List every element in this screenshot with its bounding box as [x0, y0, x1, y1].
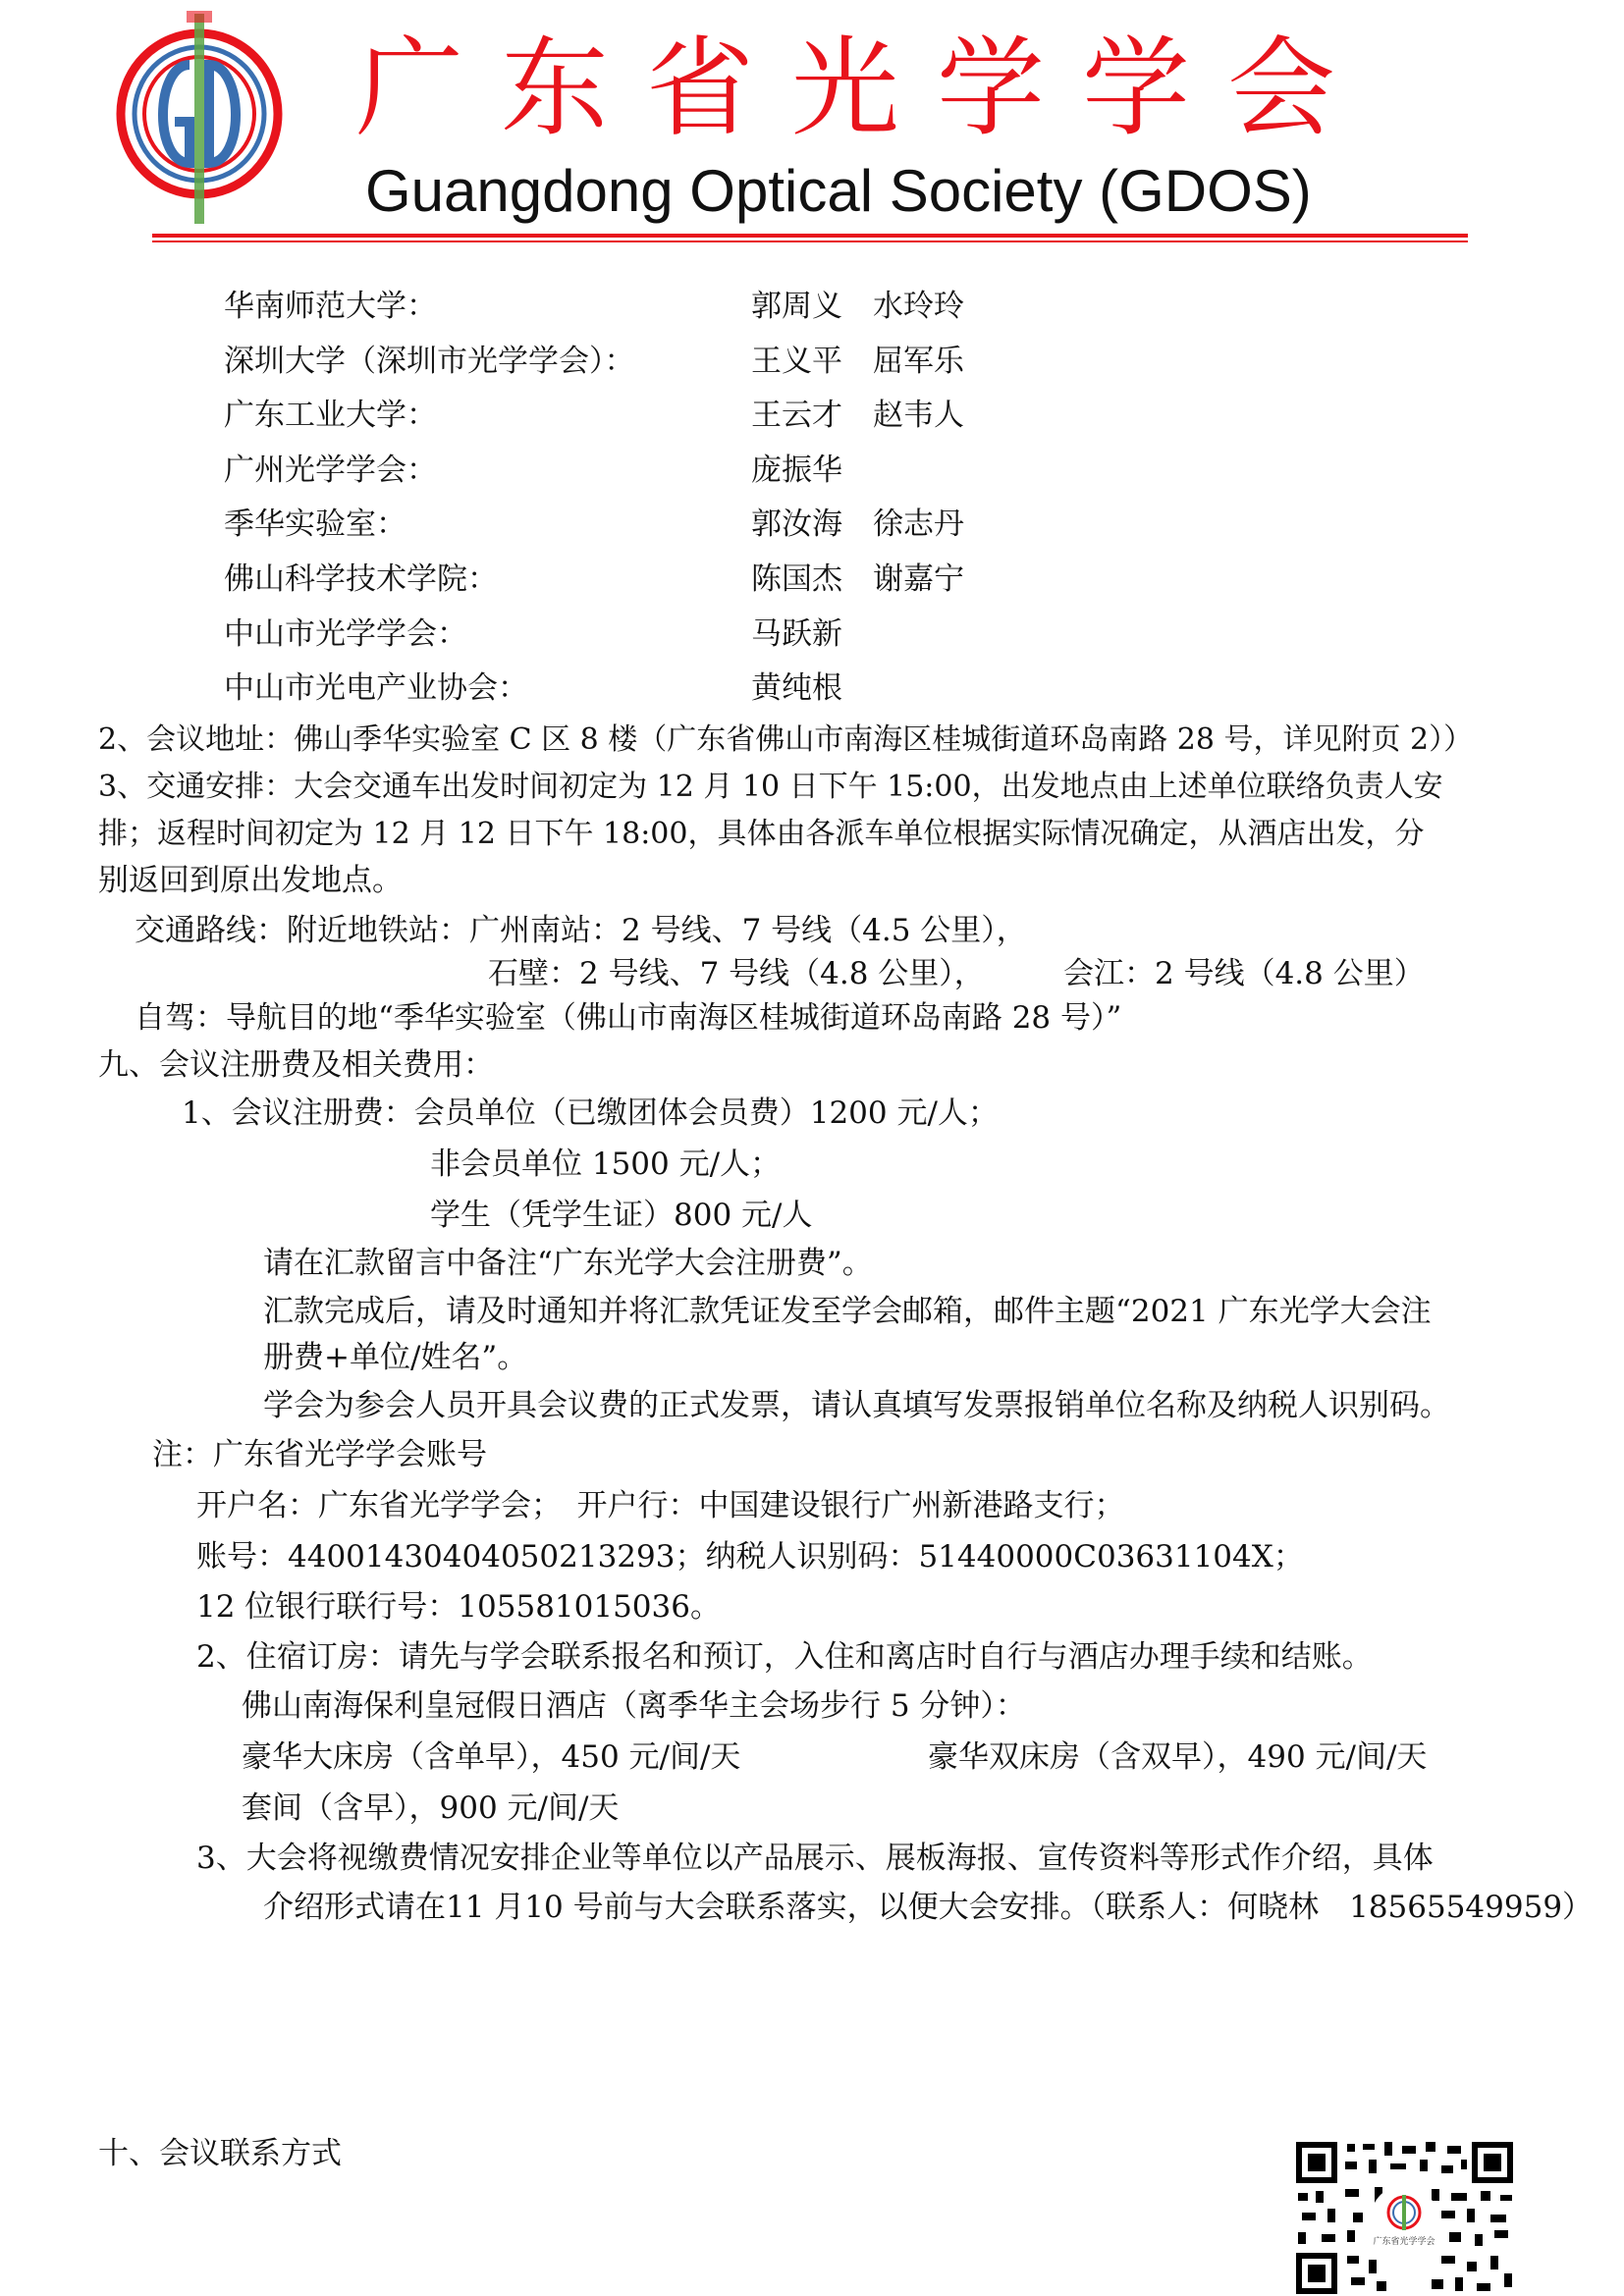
note-line: 请在汇款留言中备注“广东光学大会注册费”。: [263, 1246, 873, 1281]
note-line: 册费+单位/姓名”。: [263, 1340, 528, 1375]
route-stop: 石壁：2 号线、7 号线（4.8 公里），: [488, 956, 985, 991]
note-line: 汇款完成后，请及时通知并将汇款凭证发至学会邮箱，邮件主题“2021 广东光学大会注: [263, 1294, 1432, 1329]
qr-code: [1294, 2140, 1515, 2296]
header-rule-thin: [152, 240, 1468, 242]
qr-caption: 广东省光学学会: [1373, 2237, 1435, 2247]
account-line: 开户名：广东省光学学会； 开户行：中国建设银行广州新港路支行；: [196, 1488, 1125, 1523]
room-rate: 套间（含早），900 元/间/天: [242, 1790, 620, 1826]
fee-line: 1、会议注册费：会员单位（已缴团体会员费）1200 元/人；: [182, 1095, 999, 1131]
hotel-heading: 2、住宿订房：请先与学会联系报名和预订，入住和离店时自行与酒店办理手续和结账。: [196, 1639, 1373, 1675]
contact-people: 王云才 赵韦人: [751, 398, 964, 433]
contact-people: 郭周义 水玲玲: [751, 289, 964, 324]
contact-people: 黄纯根: [751, 670, 842, 706]
contact-org: 深圳大学（深圳市光学学会）：: [224, 344, 635, 379]
gdos-logo: [116, 6, 283, 232]
contact-org: 中山市光电产业协会：: [224, 670, 528, 706]
fee-line: 学生（凭学生证）800 元/人: [430, 1198, 813, 1233]
section-heading: 九、会议注册费及相关费用：: [98, 1047, 494, 1083]
sponsor-line: 介绍形式请在11 月10 号前与大会联系落实，以便大会安排。（联系人：何晓林 18565549959）: [263, 1890, 1594, 1925]
contact-org: 佛山科学技术学院：: [224, 561, 498, 597]
hotel-name: 佛山南海保利皇冠假日酒店（离季华主会场步行 5 分钟）：: [242, 1688, 1026, 1724]
note-line: 学会为参会人员开具会议费的正式发票，请认真填写发票报销单位名称及纳税人识别码。: [263, 1388, 1450, 1423]
contact-org: 季华实验室：: [224, 507, 406, 542]
room-rate: 豪华大床房（含单早），450 元/间/天: [242, 1739, 741, 1775]
contact-org: 广州光学学会：: [224, 453, 437, 488]
room-rate: 豪华双床房（含双早），490 元/间/天: [928, 1739, 1428, 1775]
contact-people: 王义平 屈军乐: [751, 344, 964, 379]
account-heading: 注：广东省光学学会账号: [152, 1437, 487, 1472]
venue-text: 2、会议地址：佛山季华实验室 C 区 8 楼（广东省佛山市南海区桂城街道环岛南路 28 号，详见附页 2））: [98, 722, 1474, 757]
transport-line: 3、交通安排：大会交通车出发时间初定为 12 月 10 日下午 15:00，出发地点由上述单位联络负责人安: [98, 770, 1443, 804]
route-line: 交通路线：附近地铁站：广州南站：2 号线、7 号线（4.5 公里），: [135, 913, 1027, 948]
account-line: 12 位银行联行号：105581015036。: [196, 1589, 721, 1625]
self-drive-text: 自驾：导航目的地“季华实验室（佛山市南海区桂城街道环岛南路 28 号）”: [135, 1000, 1122, 1036]
contact-org: 华南师范大学：: [224, 289, 437, 324]
sponsor-line: 3、大会将视缴费情况安排企业等单位以产品展示、展板海报、宣传资料等形式作介绍，具体: [196, 1841, 1434, 1876]
transport-line: 别返回到原出发地点。: [98, 863, 403, 898]
contact-people: 马跃新: [751, 616, 842, 652]
section-heading: 十、会议联系方式: [98, 2136, 342, 2171]
contact-org: 广东工业大学：: [224, 398, 437, 433]
contact-people: 庞振华: [751, 453, 842, 488]
transport-line: 排；返程时间初定为 12 月 12 日下午 18:00，具体由各派车单位根据实际情况确定，从酒店出发，分: [98, 817, 1425, 851]
route-stop: 会江：2 号线（4.8 公里）: [1063, 956, 1425, 991]
contact-people: 郭汝海 徐志丹: [751, 507, 964, 542]
contact-people: 陈国杰 谢嘉宁: [751, 561, 964, 597]
society-title: 广东省光学学会: [355, 26, 1373, 151]
contact-org: 中山市光学学会：: [224, 616, 467, 652]
society-subtitle: Guangdong Optical Society (GDOS): [365, 158, 1312, 224]
fee-line: 非会员单位 1500 元/人；: [430, 1147, 782, 1182]
account-line: 账号：44001430404050213293；纳税人识别码：51440000C03631104X；: [196, 1539, 1304, 1575]
header-rule: [152, 234, 1468, 238]
